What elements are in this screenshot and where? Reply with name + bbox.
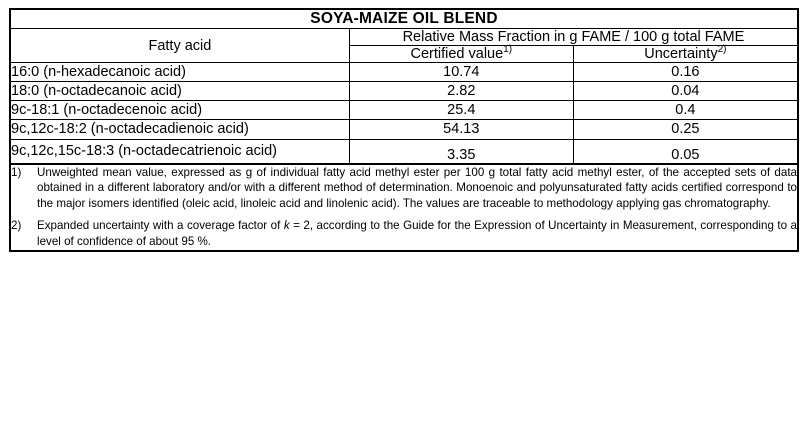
fatty-acid-header-label: Fatty acid <box>148 37 212 54</box>
certified-value-header <box>349 46 573 63</box>
uncertainty-header <box>573 46 798 63</box>
footnotes-row <box>10 164 798 251</box>
fatty-acid-name: 9c,12c,15c-18:3 (n-octadecatrienoic acid) <box>10 139 349 164</box>
uncertainty-value: 0.25 <box>573 120 798 139</box>
table-row <box>10 120 798 139</box>
fatty-acid-header-cell <box>10 29 349 63</box>
table-row <box>10 101 798 120</box>
footnote-2 <box>11 218 797 249</box>
certified-value: 25.4 <box>349 101 573 120</box>
certified-value-footnote-marker: 1) <box>503 44 513 56</box>
uncertainty-value: 0.4 <box>573 101 798 120</box>
uncertainty-footnote-marker: 2) <box>717 44 727 56</box>
footnote-2-text-before: Expanded uncertainty with a coverage factor of <box>37 219 284 233</box>
uncertainty-value: 0.05 <box>573 139 798 164</box>
footnote-1 <box>11 165 797 212</box>
footnote-2-text <box>37 218 797 249</box>
fatty-acid-name: 9c,12c-18:2 (n-octadecadienoic acid) <box>10 120 349 139</box>
relative-mass-fraction-header: Relative Mass Fraction in g FAME / 100 g total FAME <box>349 29 798 46</box>
footnotes-cell <box>10 164 798 251</box>
footnote-2-text-after: = 2, according to the Guide for the Expression of Uncertainty in Measurement, corresponding to a level of confidence of about 95 %. <box>37 219 797 249</box>
certificate-table <box>9 8 799 252</box>
footnote-2-italic-symbol: k <box>283 219 290 233</box>
certified-value: 2.82 <box>349 82 573 101</box>
certified-value: 54.13 <box>349 120 573 139</box>
page-title: SOYA-MAIZE OIL BLEND <box>10 9 798 29</box>
fatty-acid-name: 9c-18:1 (n-octadecenoic acid) <box>10 101 349 120</box>
table-header-row-1 <box>10 29 798 46</box>
fatty-acid-name: 18:0 (n-octadecanoic acid) <box>10 82 349 101</box>
uncertainty-value: 0.16 <box>573 63 798 82</box>
certified-value: 10.74 <box>349 63 573 82</box>
table-row <box>10 82 798 101</box>
footnote-1-number: 1) <box>11 165 22 179</box>
uncertainty-value: 0.04 <box>573 82 798 101</box>
footnote-1-text: Unweighted mean value, expressed as g of individual fatty acid methyl ester per 100 g total fatty acid methyl ester, of the accepted sets of data obtained in a different laboratory and/or with a different method of determination. Monoenoic and polyunsaturated fatty acids certified correspond to the major isomers identified (oleic acid, linoleic acid and linolenic acid). The values are traceable to methodology applying gas chromatography. <box>37 165 797 210</box>
certified-value: 3.35 <box>349 139 573 164</box>
table-title-row <box>10 9 798 29</box>
table-row <box>10 139 798 164</box>
footnote-2-number: 2) <box>11 219 22 233</box>
fatty-acid-name: 16:0 (n-hexadecanoic acid) <box>10 63 349 82</box>
certified-value-header-label: Certified value <box>410 46 504 62</box>
uncertainty-header-label: Uncertainty <box>644 46 718 62</box>
table-row <box>10 63 798 82</box>
